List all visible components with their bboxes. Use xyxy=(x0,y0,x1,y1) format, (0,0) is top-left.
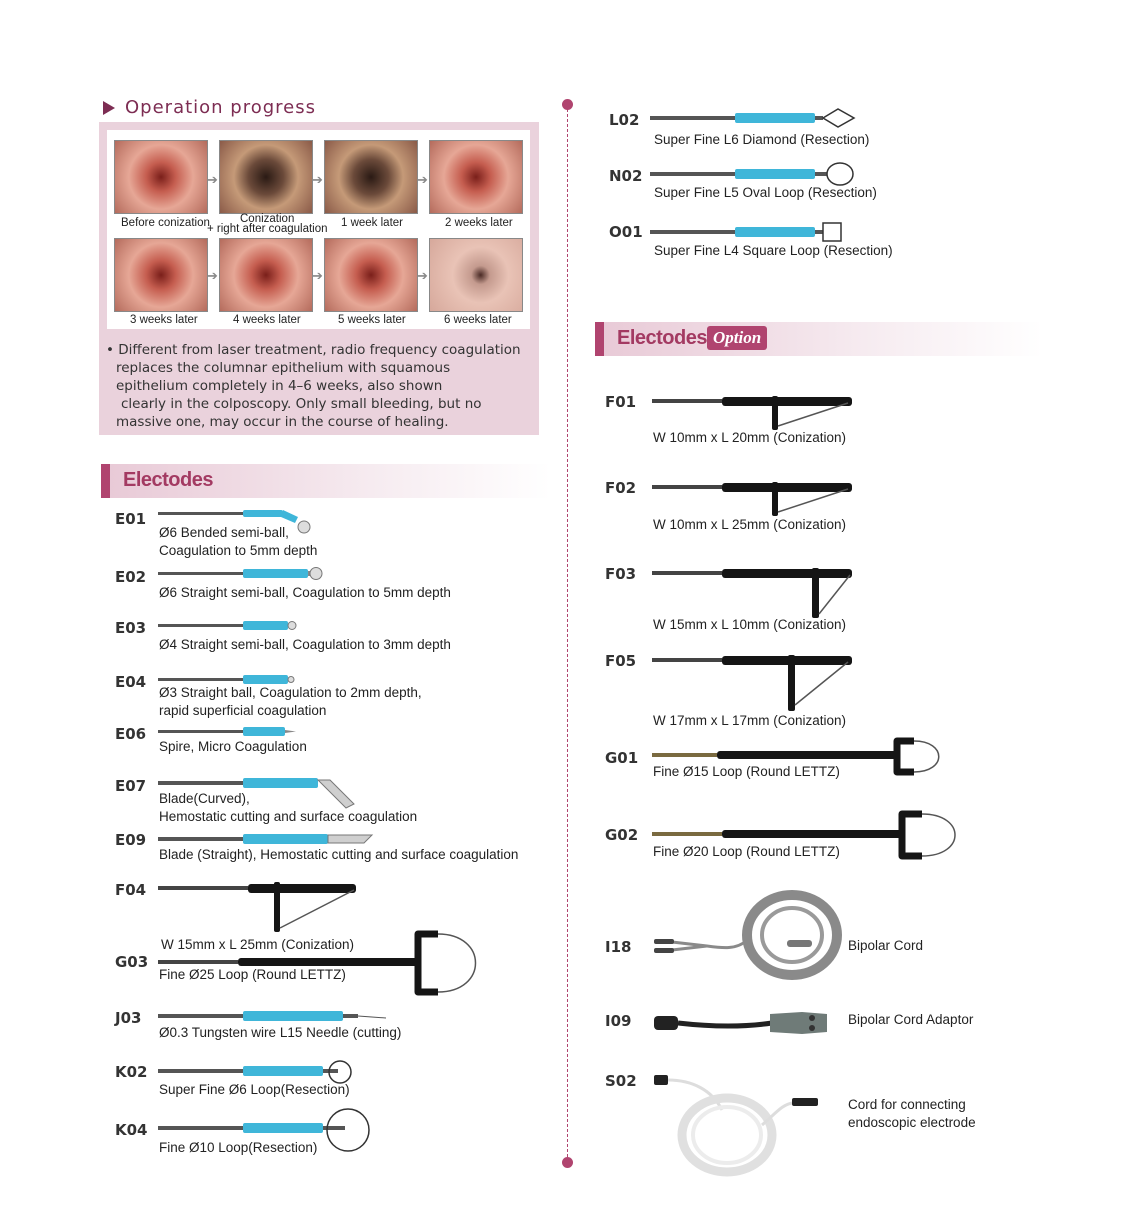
item-desc: Blade (Straight), Hemostatic cutting and surface coagulation xyxy=(159,847,519,862)
heading-accent xyxy=(101,464,110,498)
item-code: F02 xyxy=(605,479,637,497)
item-desc: Ø0.3 Tungsten wire L15 Needle (cutting) xyxy=(159,1025,402,1040)
item-code: G03 xyxy=(115,953,149,971)
arrow-icon: ➔ xyxy=(417,172,428,187)
item-desc: W 15mm x L 10mm (Conization) xyxy=(653,617,847,632)
item-desc: Bipolar Cord xyxy=(848,938,924,953)
caption: 4 weeks later xyxy=(233,314,301,326)
electrode-e02-icon xyxy=(158,566,323,582)
item-desc: Coagulation to 5mm depth xyxy=(159,543,318,558)
note-line: massive one, may occur in the course of healing. xyxy=(116,414,449,430)
electrodes-heading: Electodes xyxy=(123,469,213,491)
item-desc: Ø4 Straight semi-ball, Coagulation to 3mm depth xyxy=(159,637,451,652)
caption: 3 weeks later xyxy=(130,314,198,326)
item-code: G01 xyxy=(605,749,639,767)
item-code: E02 xyxy=(115,568,147,586)
item-desc: Fine Ø25 Loop (Round LETTZ) xyxy=(159,967,346,982)
caption: + right after coagulation xyxy=(207,223,328,235)
item-code: O01 xyxy=(609,223,643,241)
item-code: G02 xyxy=(605,826,639,844)
item-desc: Fine Ø10 Loop(Resection) xyxy=(159,1140,318,1155)
divider-dot xyxy=(562,99,573,110)
item-code: S02 xyxy=(605,1072,637,1090)
arrow-icon: ➔ xyxy=(207,268,218,283)
note-line: replaces the columnar epithelium with squamous xyxy=(116,360,451,376)
item-code: I18 xyxy=(605,938,632,956)
electrode-f03-icon xyxy=(652,566,857,620)
caption: 2 weeks later xyxy=(445,217,513,229)
arrow-icon: ➔ xyxy=(207,172,218,187)
item-desc: endoscopic electrode xyxy=(848,1115,976,1130)
electrode-f04-icon xyxy=(158,880,363,934)
item-code: E03 xyxy=(115,619,147,637)
item-code: E09 xyxy=(115,831,147,849)
arrow-icon: ➔ xyxy=(312,172,323,187)
electrode-f02-icon xyxy=(652,480,857,520)
item-desc: Super Fine L6 Diamond (Resection) xyxy=(654,132,870,147)
electrode-g03-icon xyxy=(158,930,478,996)
caption: Conization xyxy=(240,213,295,225)
caption: Before conization xyxy=(121,217,210,229)
divider-dot xyxy=(562,1157,573,1168)
item-desc: W 10mm x L 20mm (Conization) xyxy=(653,430,847,445)
heading-accent xyxy=(595,322,604,356)
photo-6-weeks xyxy=(429,238,523,312)
item-desc: W 15mm x L 25mm (Conization) xyxy=(161,937,355,952)
item-desc: Ø3 Straight ball, Coagulation to 2mm depth, xyxy=(159,685,422,700)
electrode-j03-icon xyxy=(158,1009,388,1023)
item-desc: Spire, Micro Coagulation xyxy=(159,739,307,754)
item-desc: rapid superficial coagulation xyxy=(159,703,327,718)
note-line: clearly in the colposcopy. Only small bleeding, but no xyxy=(121,396,482,412)
item-desc: Cord for connecting xyxy=(848,1097,966,1112)
column-divider xyxy=(567,104,568,1162)
endoscopic-cord-icon xyxy=(652,1070,832,1175)
item-desc: Super Fine L5 Oval Loop (Resection) xyxy=(654,185,877,200)
item-code: E06 xyxy=(115,725,147,743)
operation-note xyxy=(106,341,521,431)
item-code: L02 xyxy=(609,111,640,129)
electrode-f05-icon xyxy=(652,653,857,713)
item-desc: Super Fine L4 Square Loop (Resection) xyxy=(654,243,893,258)
item-code: N02 xyxy=(609,167,643,185)
electrode-e09-icon xyxy=(158,832,373,846)
item-code: F03 xyxy=(605,565,637,583)
item-desc: Super Fine Ø6 Loop(Resection) xyxy=(159,1082,350,1097)
caption: 1 week later xyxy=(341,217,404,229)
bipolar-cord-adaptor-icon xyxy=(652,1008,832,1038)
note-line: epithelium completely in 4–6 weeks, also shown xyxy=(116,378,443,394)
item-desc: Hemostatic cutting and surface coagulation xyxy=(159,809,418,824)
photo-4-weeks xyxy=(219,238,313,312)
option-badge: Option xyxy=(707,326,767,350)
item-code: E07 xyxy=(115,777,147,795)
photo-conization xyxy=(219,140,313,214)
electrode-l02-icon xyxy=(650,106,860,130)
photo-1-week xyxy=(324,140,418,214)
operation-progress-title: Operation progress xyxy=(125,97,317,118)
option-heading-bar xyxy=(595,322,1043,356)
caption: 5 weeks later xyxy=(338,314,406,326)
item-code: K04 xyxy=(115,1121,148,1139)
option-heading: Electodes xyxy=(617,327,707,349)
arrow-icon: ➔ xyxy=(312,268,323,283)
arrow-icon: ➔ xyxy=(417,268,428,283)
note-line: • Different from laser treatment, radio frequency coagulation xyxy=(106,342,521,358)
caption: 6 weeks later xyxy=(444,314,512,326)
electrode-e06-icon xyxy=(158,725,298,739)
item-code: F01 xyxy=(605,393,637,411)
item-desc: W 10mm x L 25mm (Conization) xyxy=(653,517,847,532)
photo-before-conization xyxy=(114,140,208,214)
item-desc: Ø6 Bended semi-ball, xyxy=(159,525,289,540)
photo-5-weeks xyxy=(324,238,418,312)
section-marker-icon xyxy=(103,101,115,115)
item-desc: Fine Ø15 Loop (Round LETTZ) xyxy=(653,764,840,779)
electrode-f01-icon xyxy=(652,394,857,434)
item-desc: Ø6 Straight semi-ball, Coagulation to 5mm depth xyxy=(159,585,451,600)
photo-2-weeks xyxy=(429,140,523,214)
item-code: F04 xyxy=(115,881,147,899)
item-desc: Fine Ø20 Loop (Round LETTZ) xyxy=(653,844,840,859)
item-code: K02 xyxy=(115,1063,148,1081)
item-code: J03 xyxy=(115,1009,142,1027)
item-code: F05 xyxy=(605,652,637,670)
item-desc: Bipolar Cord Adaptor xyxy=(848,1012,974,1027)
electrodes-heading-bar xyxy=(101,464,551,498)
electrode-e03-icon xyxy=(158,619,298,633)
bipolar-cord-icon xyxy=(652,890,842,980)
photo-3-weeks xyxy=(114,238,208,312)
item-code: I09 xyxy=(605,1012,632,1030)
item-desc: W 17mm x L 17mm (Conization) xyxy=(653,713,847,728)
item-code: E01 xyxy=(115,510,147,528)
item-desc: Blade(Curved), xyxy=(159,791,250,806)
item-code: E04 xyxy=(115,673,147,691)
